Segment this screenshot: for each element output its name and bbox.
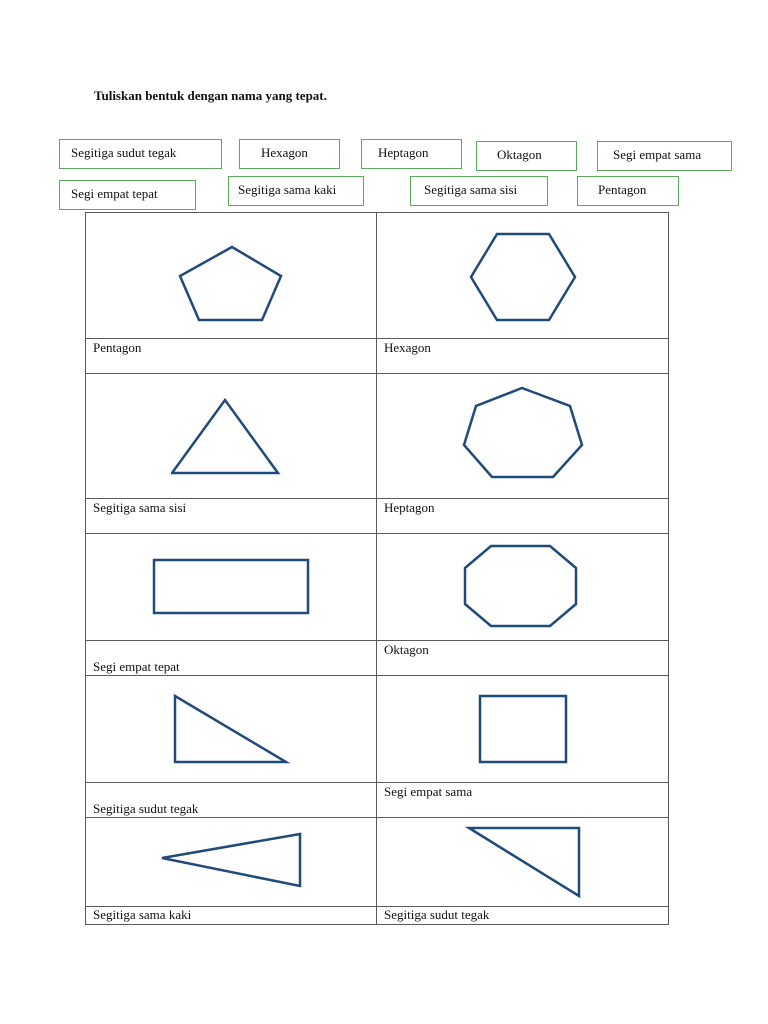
word-bank-item: Pentagon: [577, 176, 679, 206]
answer-label: Pentagon: [86, 339, 377, 374]
equilateral-triangle-shape: [171, 391, 291, 481]
shape-cell: [86, 534, 377, 641]
rectangle-shape: [151, 557, 311, 617]
answer-label: Segitiga sudut tegak: [86, 783, 377, 818]
hexagon-shape: [463, 226, 583, 326]
answer-label: Segitiga sama kaki: [86, 907, 377, 925]
answer-label: Segitiga sudut tegak: [377, 907, 669, 925]
answer-label: Segitiga sama sisi: [86, 499, 377, 534]
word-bank-item: Segitiga sama sisi: [410, 176, 548, 206]
right-triangle-shape: [463, 824, 583, 900]
shape-cell: [86, 676, 377, 783]
word-bank-item: Segitiga sama kaki: [228, 176, 364, 206]
answer-label: Oktagon: [377, 641, 669, 676]
answer-label: Segi empat tepat: [86, 641, 377, 676]
shape-cell: [377, 374, 669, 499]
shape-cell: [377, 534, 669, 641]
isosceles-triangle-shape: [158, 832, 304, 892]
shape-cell: [377, 213, 669, 339]
shape-cell: [86, 374, 377, 499]
word-bank-item: Segitiga sudut tegak: [59, 139, 222, 169]
shape-cell: [86, 213, 377, 339]
word-bank-item: Oktagon: [476, 141, 577, 171]
octagon-shape: [463, 544, 583, 630]
shape-cell: [377, 818, 669, 907]
instruction-text: Tuliskan bentuk dengan nama yang tepat.: [94, 88, 327, 103]
heptagon-shape: [458, 386, 588, 486]
right-triangle-shape: [169, 692, 293, 766]
word-bank-item: Heptagon: [361, 139, 462, 169]
answer-label: Hexagon: [377, 339, 669, 374]
pentagon-shape: [171, 226, 291, 326]
word-bank-item: Segi empat tepat: [59, 180, 196, 210]
shape-cell: [377, 676, 669, 783]
word-bank-item: Hexagon: [239, 139, 340, 169]
worksheet-table: [85, 212, 669, 925]
answer-label: Segi empat sama: [377, 783, 669, 818]
answer-label: Heptagon: [377, 499, 669, 534]
word-bank-item: Segi empat sama: [597, 141, 732, 171]
shape-cell: [86, 818, 377, 907]
square-shape: [477, 693, 569, 765]
